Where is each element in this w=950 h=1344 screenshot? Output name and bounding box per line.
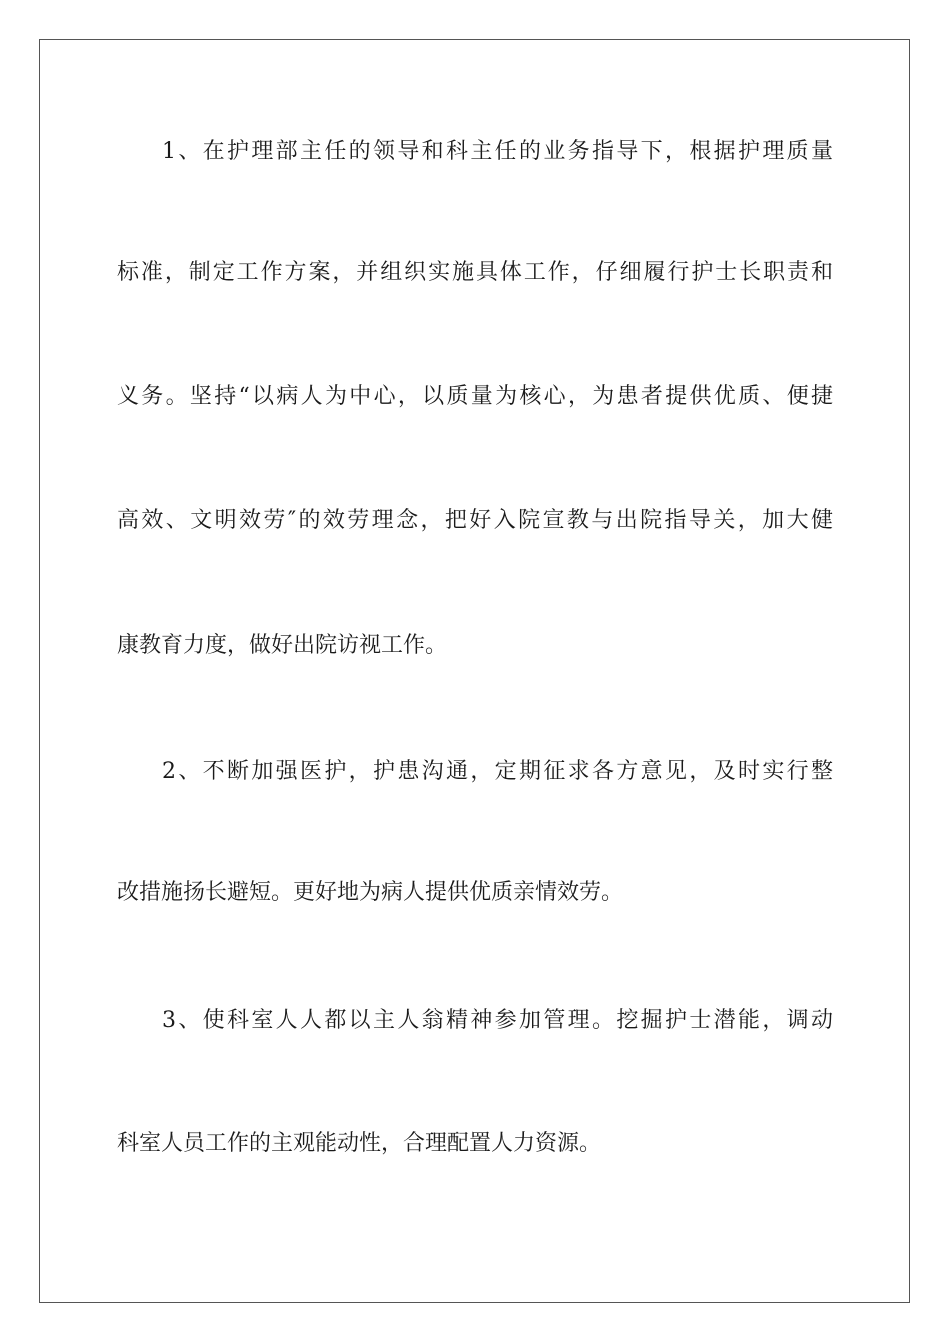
paragraph-1-line-1: 1、在护理部主任的领导和科主任的业务指导下，根据护理质量 (162, 139, 833, 164)
paragraph-1-line-5: 康教育力度，做好出院访视工作。 (117, 633, 448, 658)
paragraph-1-line-4: 高效、文明效劳″的效劳理念，把好入院宣教与出院指导关，加大健 (117, 508, 833, 533)
paragraph-1-line-3: 义务。坚持“以病人为中心，以质量为核心，为患者提供优质、便捷 (117, 384, 833, 409)
page-border (39, 39, 910, 1303)
paragraph-2-line-1: 2、不断加强医护，护患沟通，定期征求各方意见，及时实行整 (162, 759, 833, 784)
paragraph-3-line-1: 3、使科室人人都以主人翁精神参加管理。挖掘护士潜能，调动 (162, 1008, 833, 1033)
paragraph-3-line-2: 科室人员工作的主观能动性，合理配置人力资源。 (117, 1131, 602, 1156)
paragraph-2-line-2: 改措施扬长避短。更好地为病人提供优质亲情效劳。 (117, 880, 624, 905)
paragraph-1-line-2: 标准，制定工作方案，并组织实施具体工作，仔细履行护士长职责和 (117, 260, 833, 285)
